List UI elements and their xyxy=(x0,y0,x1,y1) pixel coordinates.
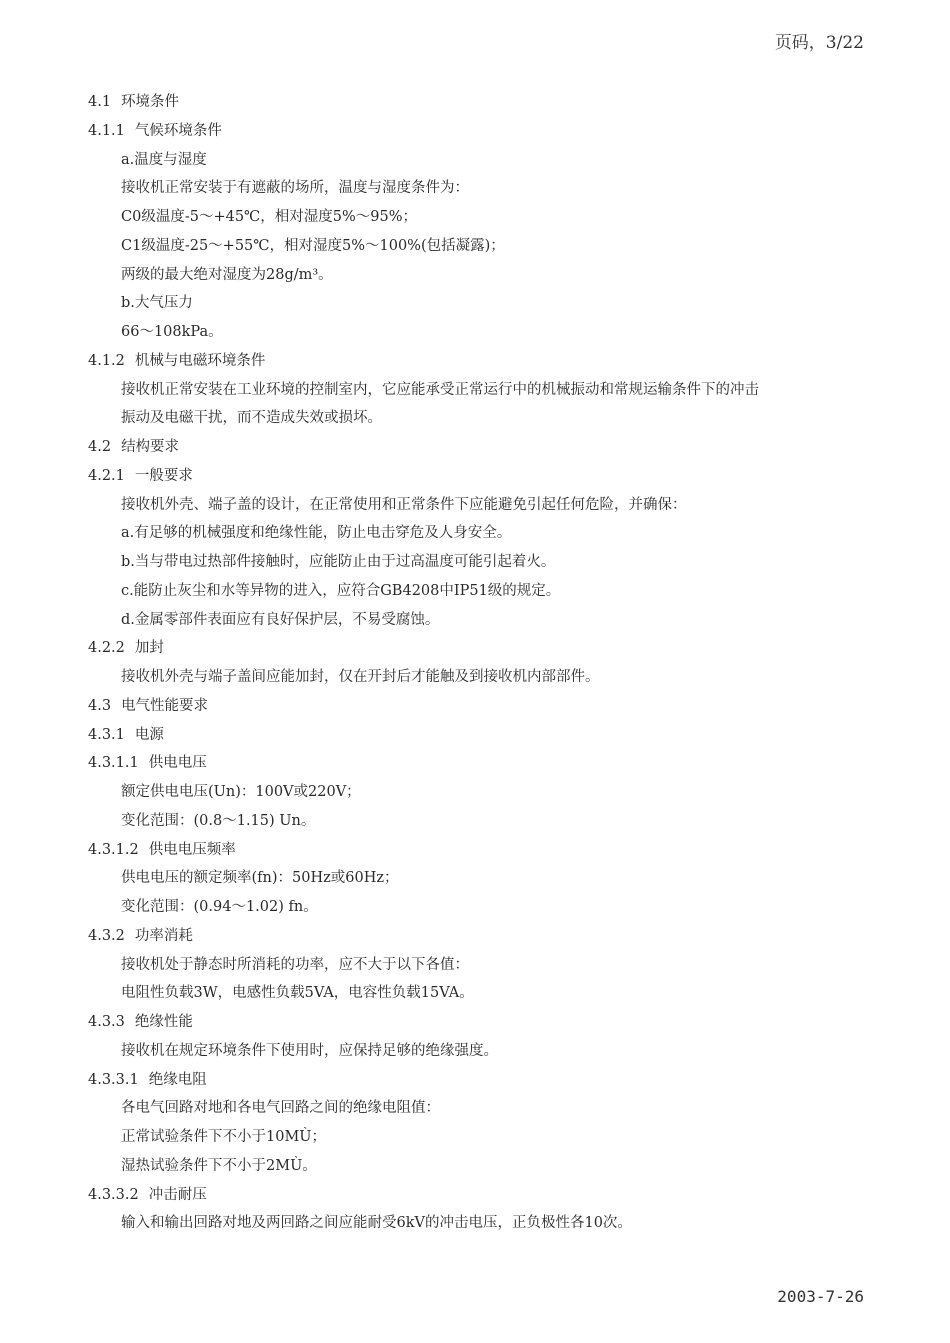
section-heading xyxy=(0,462,950,491)
section-number: 4.1 xyxy=(88,94,112,110)
section-title: 供电电压频率 xyxy=(148,841,236,858)
paragraph-line: 66～108kPa。 xyxy=(121,324,223,340)
page-number: 页码，3/22 xyxy=(774,33,864,53)
paragraph-line: 供电电压的额定频率(fn)：50Hz或60Hz； xyxy=(121,870,399,887)
paragraph-line: a.有足够的机械强度和绝缘性能，防止电击穿危及人身安全。 xyxy=(121,525,512,542)
section-title: 环境条件 xyxy=(121,94,180,110)
section-number: 4.3 xyxy=(88,697,112,714)
section-heading xyxy=(0,88,950,117)
paragraph-line: 两级的最大绝对湿度为28g/m³。 xyxy=(121,266,333,283)
paragraph-line: 接收机外壳、端子盖的设计，在正常使用和正常条件下应能避免引起任何危险，并确保： xyxy=(121,496,687,513)
section-heading xyxy=(0,347,950,376)
paragraph-line: b.大气压力 xyxy=(121,295,193,312)
section-number: 4.3.3 xyxy=(88,1014,125,1030)
section-heading xyxy=(0,922,950,951)
section-title: 冲击耐压 xyxy=(148,1186,207,1203)
section-heading xyxy=(0,721,950,750)
section-number: 4.3.3.1 xyxy=(88,1071,139,1088)
paragraph-line: d.金属零部件表面应有良好保护层，不易受腐蚀。 xyxy=(121,611,440,628)
section-heading xyxy=(0,1066,950,1095)
section-title: 结构要求 xyxy=(121,439,180,455)
paragraph-line: 接收机在规定环境条件下使用时，应保持足够的绝缘强度。 xyxy=(121,1042,498,1059)
paragraph-line: a.温度与湿度 xyxy=(121,151,207,168)
section-title: 绝缘电阻 xyxy=(148,1071,207,1088)
paragraph-line: 输入和输出回路对地及两回路之间应能耐受6kV的冲击电压，正负极性各10次。 xyxy=(121,1215,632,1232)
section-number: 4.3.3.2 xyxy=(88,1186,139,1203)
paragraph-line: 接收机正常安装在工业环境的控制室内，它应能承受正常运行中的机械振动和常规运输条件下的冲击 xyxy=(121,381,759,398)
document-body xyxy=(0,88,950,1238)
section-title: 供电电压 xyxy=(148,755,207,772)
document-date: 2003-7-26 xyxy=(777,1287,864,1306)
paragraph-line: c.能防止灰尘和水等异物的进入，应符合GB4208中IP51级的规定。 xyxy=(121,582,561,599)
paragraph-line: 电阻性负载3W，电感性负载5VA，电容性负载15VA。 xyxy=(121,985,474,1002)
paragraph-line: C1级温度-25～+55℃，相对湿度5%～100%(包括凝露)； xyxy=(121,237,505,254)
section-number: 4.2 xyxy=(88,439,112,455)
paragraph-line: 湿热试验条件下不小于2MÙ。 xyxy=(121,1157,317,1174)
section-title: 一般要求 xyxy=(134,467,193,484)
section-number: 4.3.1.2 xyxy=(88,841,139,858)
section-number: 4.2.2 xyxy=(88,640,125,657)
paragraph-line: C0级温度-5～+45℃，相对湿度5%～95%； xyxy=(121,209,417,225)
paragraph-line: 接收机正常安装于有遮蔽的场所，温度与湿度条件为： xyxy=(121,180,469,197)
section-heading xyxy=(0,634,950,663)
paragraph-line: 接收机处于静态时所消耗的功率，应不大于以下各值： xyxy=(121,956,469,973)
paragraph-line: 各电气回路对地和各电气回路之间的绝缘电阻值： xyxy=(121,1100,440,1117)
paragraph-line: 正常试验条件下不小于10MÙ； xyxy=(121,1129,327,1145)
section-heading xyxy=(0,836,950,865)
section-heading xyxy=(0,117,950,146)
section-number: 4.3.1 xyxy=(88,726,125,743)
paragraph-line: 变化范围：(0.94～1.02) fn。 xyxy=(121,899,318,915)
section-title: 气候环境条件 xyxy=(134,122,222,139)
section-number: 4.1.2 xyxy=(88,352,125,369)
section-title: 功率消耗 xyxy=(134,927,193,944)
paragraph-line: 振动及电磁干扰，而不造成失效或损坏。 xyxy=(121,410,382,427)
paragraph-line: 接收机外壳与端子盖间应能加封，仅在开封后才能触及到接收机内部部件。 xyxy=(121,669,600,685)
section-heading xyxy=(0,749,950,778)
section-title: 电源 xyxy=(134,726,164,743)
section-number: 4.2.1 xyxy=(88,467,125,484)
paragraph-line: b.当与带电过热部件接触时，应能防止由于过高温度可能引起着火。 xyxy=(121,554,556,570)
section-title: 加封 xyxy=(134,640,164,657)
paragraph-line: 额定供电电压(Un)：100V或220V； xyxy=(121,784,361,800)
section-number: 4.3.2 xyxy=(88,927,125,944)
section-number: 4.1.1 xyxy=(88,122,125,139)
section-number: 4.3.1.1 xyxy=(88,755,139,772)
section-heading xyxy=(0,1008,950,1037)
section-heading xyxy=(0,1181,950,1210)
section-title: 机械与电磁环境条件 xyxy=(134,352,266,369)
paragraph-line: 变化范围：(0.8～1.15) Un。 xyxy=(121,812,316,829)
section-title: 电气性能要求 xyxy=(121,697,209,714)
section-heading xyxy=(0,692,950,721)
section-heading xyxy=(0,433,950,462)
section-title: 绝缘性能 xyxy=(134,1014,193,1030)
